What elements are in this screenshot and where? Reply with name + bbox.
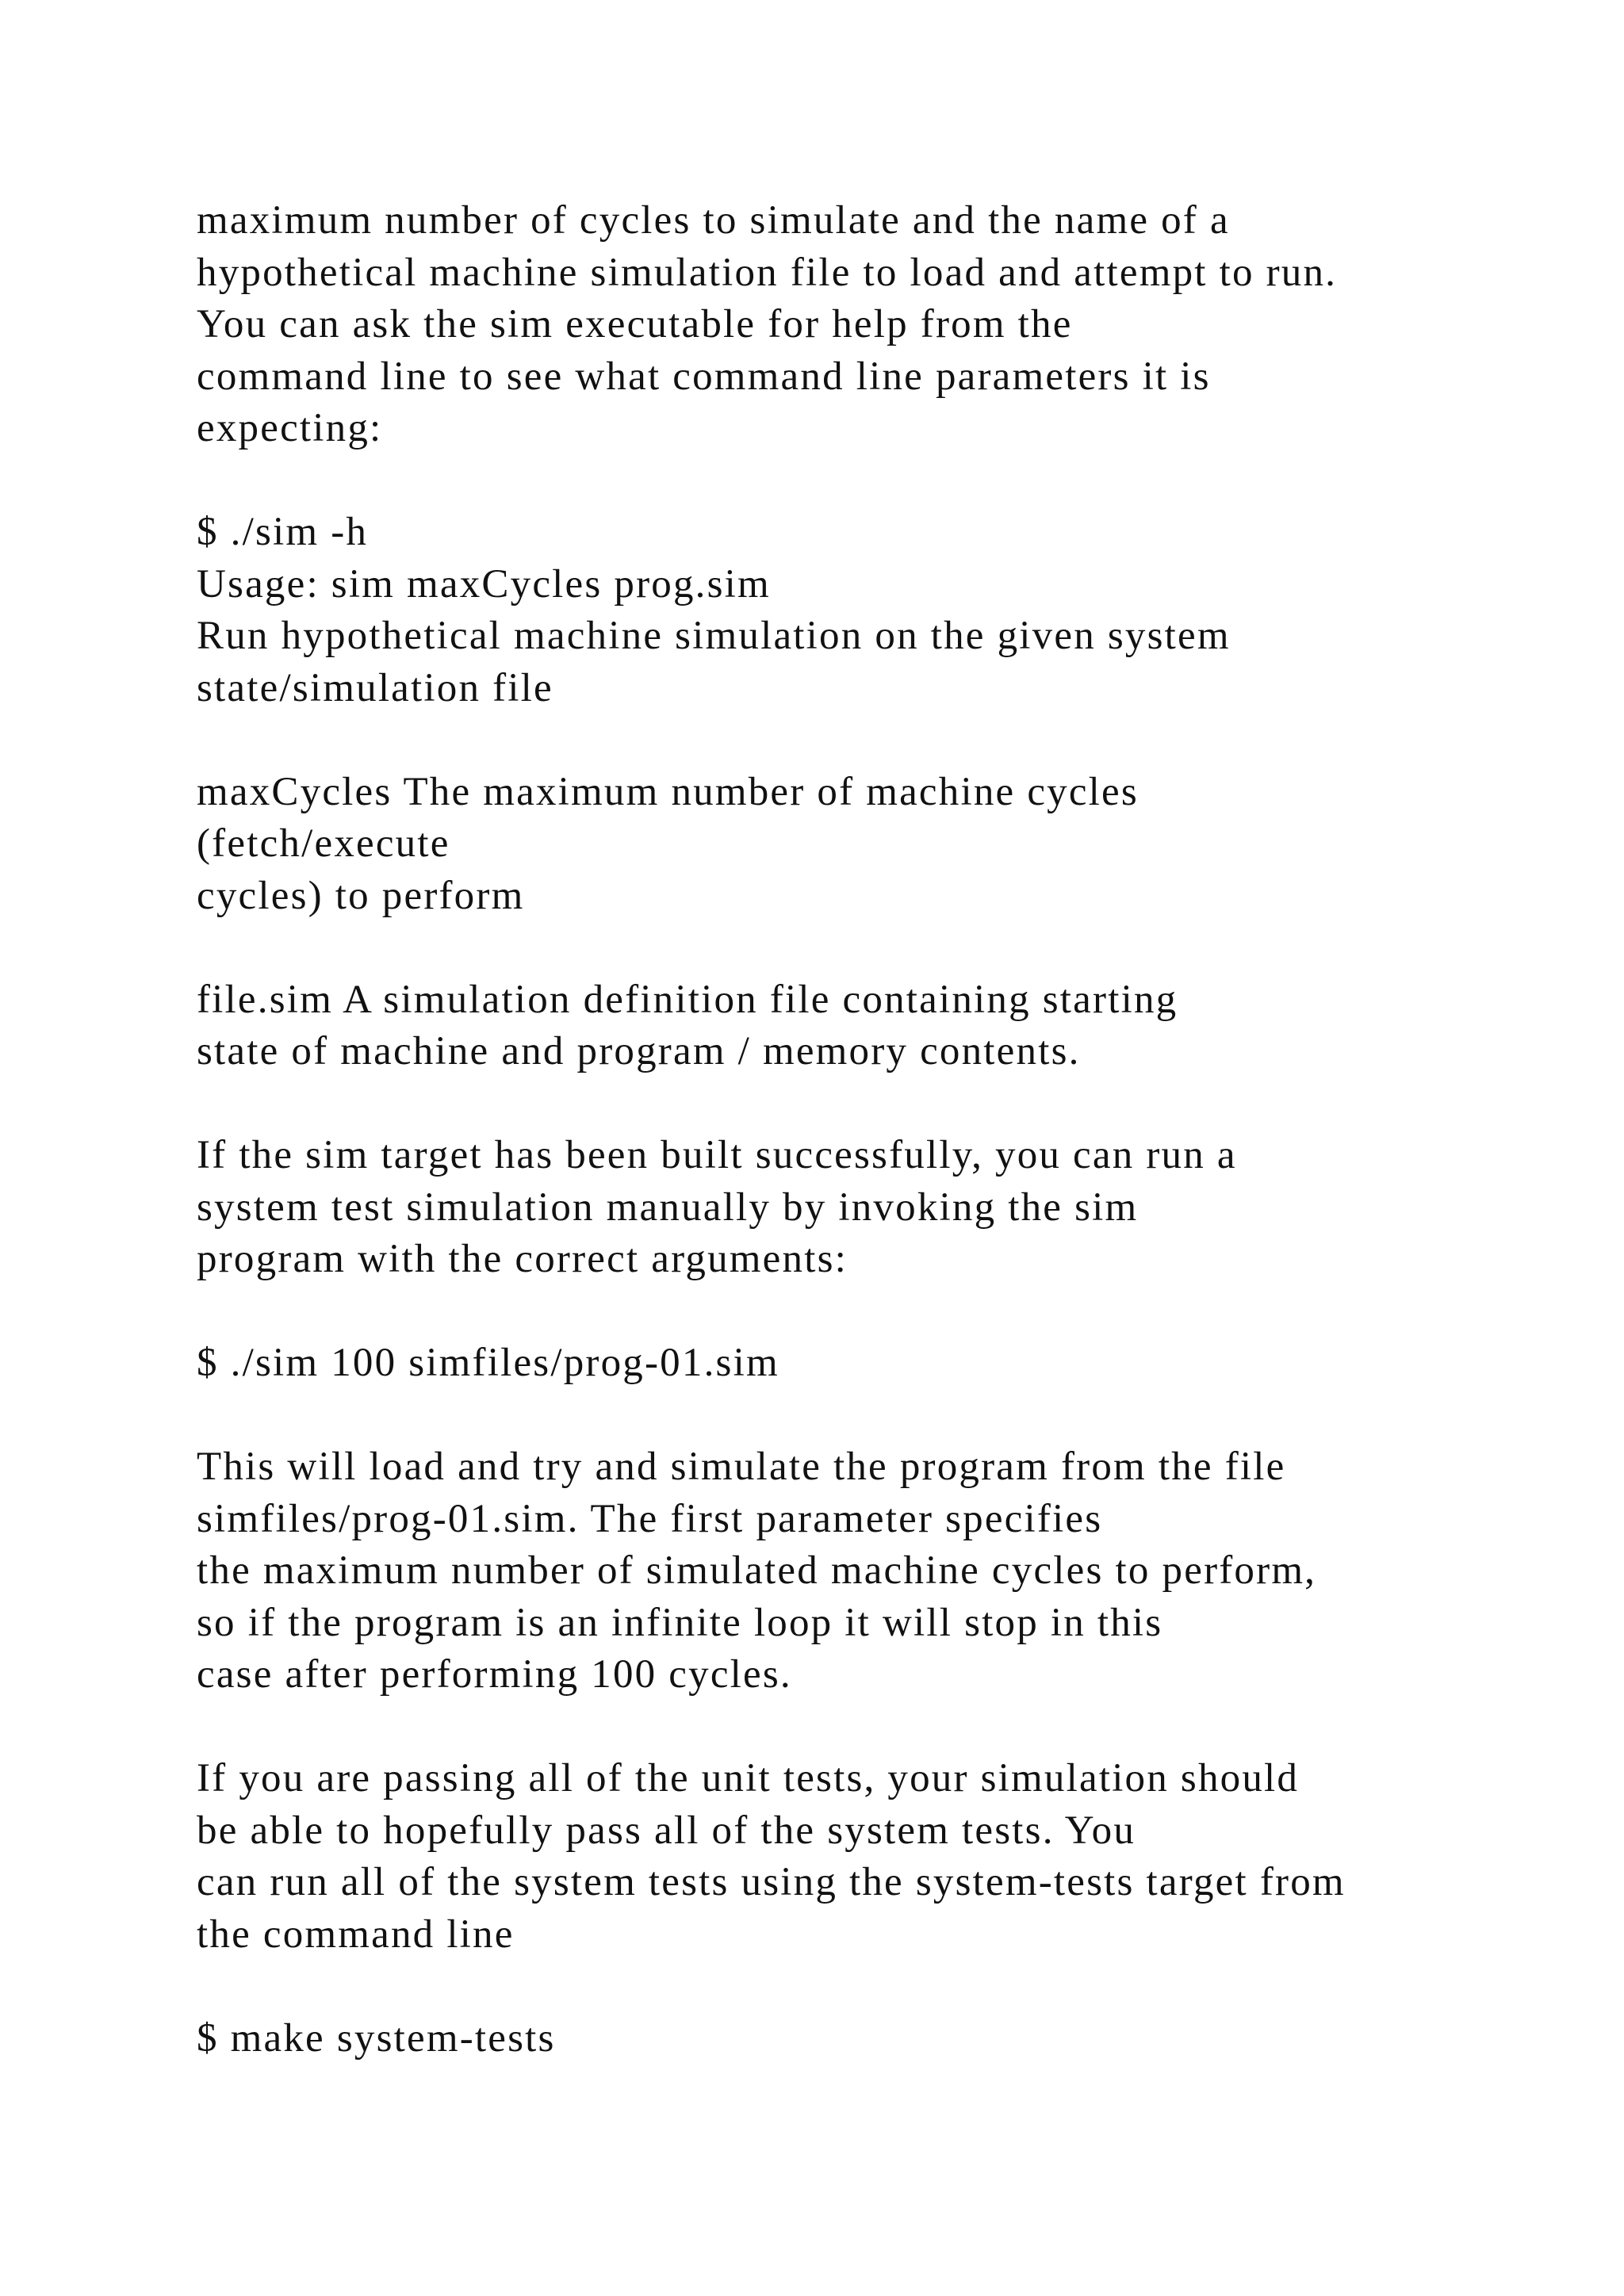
text-line: case after performing 100 cycles.: [197, 1652, 792, 1697]
text-line: Run hypothetical machine simulation on the given system: [197, 614, 1231, 658]
paragraph-2: [197, 507, 1545, 714]
text-line: state of machine and program / memory contents.: [197, 1029, 1081, 1073]
paragraph-7: [197, 1441, 1545, 1701]
paragraph-spacer: [197, 1961, 1545, 2013]
text-line: file.sim A simulation definition file containing starting: [197, 977, 1178, 1022]
text-line: This will load and try and simulate the program from the file: [197, 1445, 1286, 1489]
text-line: simfiles/prog-01.sim. The first parameter specifies: [197, 1496, 1103, 1541]
text-line: program with the correct arguments:: [197, 1237, 848, 1281]
text-line: If you are passing all of the unit tests, your simulation should: [197, 1756, 1300, 1800]
paragraph-spacer: [197, 1390, 1545, 1442]
text-line: be able to hopefully pass all of the system tests. You: [197, 1808, 1136, 1853]
text-line: command line to see what command line parameters it is: [197, 354, 1211, 399]
text-line: cycles) to perform: [197, 873, 525, 918]
text-line: can run all of the system tests using the system-tests target from: [197, 1860, 1346, 1904]
text-line: the command line: [197, 1911, 515, 1957]
text-line: maxCycles The maximum number of machine cycles: [197, 769, 1139, 814]
paragraph-4: [197, 974, 1545, 1078]
command-line: $ ./sim -h: [197, 510, 369, 554]
text-line: the maximum number of simulated machine cycles to perform,: [197, 1548, 1317, 1593]
paragraph-spacer: [197, 1701, 1545, 1754]
paragraph-spacer: [197, 714, 1545, 767]
text-line: expecting:: [197, 406, 383, 450]
text-line: system test simulation manually by invoking the sim: [197, 1184, 1139, 1230]
text-line: hypothetical machine simulation file to load and attempt to run.: [197, 250, 1338, 295]
paragraph-5: [197, 1130, 1545, 1286]
text-line: maximum number of cycles to simulate and the name of a: [197, 198, 1230, 243]
paragraph-8: [197, 1753, 1545, 1961]
paragraph-9: [197, 2013, 1545, 2065]
paragraph-spacer: [197, 922, 1545, 974]
command-line: $ make system-tests: [197, 2015, 556, 2061]
text-line: If the sim target has been built successfully, you can run a: [197, 1133, 1237, 1177]
text-line: (fetch/execute: [197, 821, 450, 866]
paragraph-spacer: [197, 1286, 1545, 1338]
text-line: so if the program is an infinite loop it will stop in this: [197, 1600, 1163, 1645]
text-line: You can ask the sim executable for help from the: [197, 302, 1073, 346]
paragraph-1: [197, 195, 1545, 455]
paragraph-spacer: [197, 455, 1545, 507]
paragraph-3: [197, 767, 1545, 923]
paragraph-6: [197, 1337, 1545, 1390]
paragraph-spacer: [197, 1078, 1545, 1131]
text-line: state/simulation file: [197, 665, 553, 710]
command-line: $ ./sim 100 simfiles/prog-01.sim: [197, 1341, 779, 1385]
text-line: Usage: sim maxCycles prog.sim: [197, 561, 771, 607]
document-body: [197, 195, 1545, 2064]
